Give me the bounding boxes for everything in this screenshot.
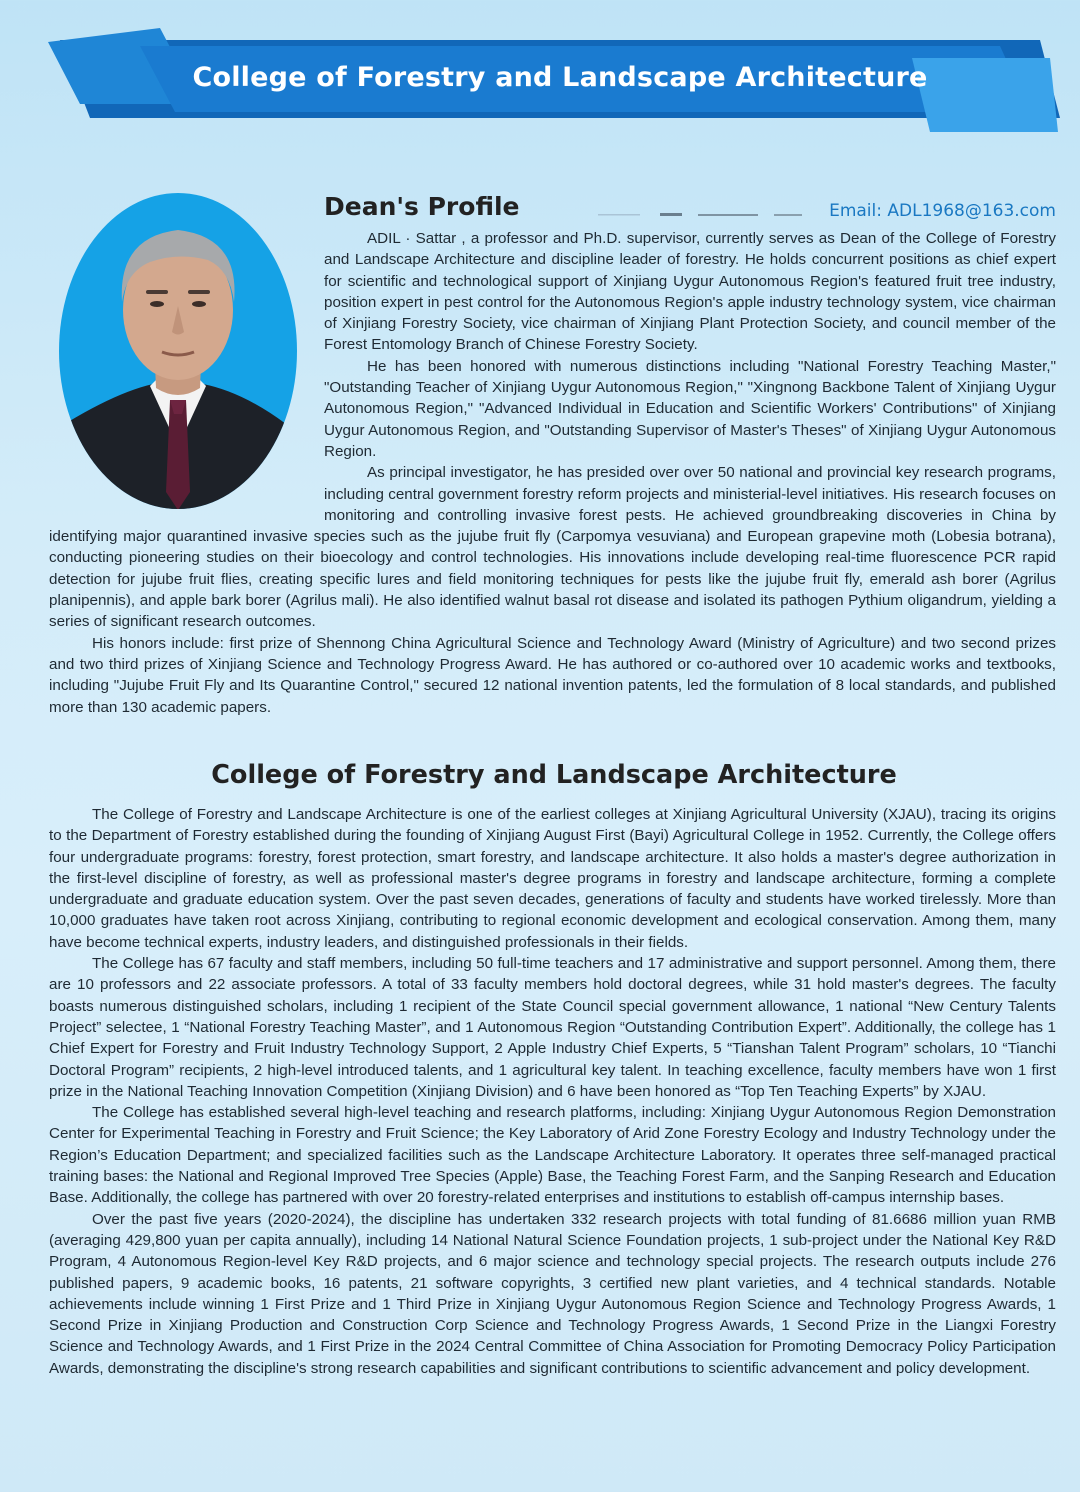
college-paragraph: The College of Forestry and Landscape Architecture is one of the earliest colleges at Xinjiang Agricultural University (XJAU), tracing its origins to the Department of Forestry established during the founding of Xinjiang August First (Bayi) Agricultural College in 1952. Currently, the College offers four undergraduate programs: forestry, forest protection, smart forestry, and landscape architecture. It also holds a master's degree authorization in the first-level discipline of forestry, as well as professional master's degree programs in forestry and landscape architecture, forming a complete undergraduate and graduate education system. Over the past seven decades, generations of faculty and students have worked tirelessly. More than 10,000 graduates have taken root across Xinjiang, contributing to regional economic development and ecological conservation. Among them, many have become technical experts, industry leaders, and distinguished professionals in their fields. xyxy=(49,806,1056,951)
decorative-dash-line xyxy=(598,212,803,218)
portrait-spacer xyxy=(49,228,324,526)
college-paragraph: Over the past five years (2020-2024), the discipline has undertaken 332 research projects with total funding of 81.6686 million yuan RMB (averaging 429,800 yuan per capita annually), including 14 National Natural Science Foundation projects, 1 sub-project under the National Key R&D Program, 4 Autonomous Region-level Key R&D projects, and 6 major science and technology special projects. The research outputs include 276 published papers, 9 academic books, 16 patents, 21 software copyrights, 3 certified new plant varieties, and 4 technical standards. Notable achievements include winning 1 First Prize and 1 Third Prize in Xinjiang Uygur Autonomous Region Science and Technology Progress Awards, 1 Second Prize in Xinjiang Production and Construction Corp Science and Technology Progress Awards, 1 Second Prize in the Liangxi Forestry Science and Technology Awards, and 1 First Prize in the 2024 Central Committee of China Association for Promoting Democracy Policy Participation Awards, demonstrating the discipline's strong research capabilities and significant contributions to scientific advancement and policy development. xyxy=(49,1210,1056,1377)
dean-profile-heading: Dean's Profile xyxy=(324,192,520,221)
dean-paragraph: As principal investigator, he has presided over over 50 national and provincial key research programs, including central government forestry reform projects and ministerial-level initiatives. His research focuses on monitoring and controlling invasive forest pests. He achieved groundbreaking discoveries in China by identifying major quarantined invasive species such as the jujube fruit fly (Carpomya vesuviana) and European grapevine moth (Lobesia botrana), conducting pioneering studies on their bioecology and control technologies. His innovations include developing real-time fluorescence PCR rapid detection for jujube fruit flies, creating specific lures and field monitoring techniques for pests like the jujube fruit fly, emerald ash borer (Agrilus planipennis), and apple bark borer (Agrilus mali). He also identified walnut basal rot disease and isolated its pathogen Pythium oligandrum, yielding a series of significant research outcomes. xyxy=(49,464,1056,631)
dean-email[interactable]: Email: ADL1968@163.com xyxy=(829,201,1056,221)
banner-title: College of Forestry and Landscape Architecture xyxy=(192,62,928,93)
college-text xyxy=(49,804,1056,1379)
dean-paragraph: He has been honored with numerous distinctions including "National Forestry Teaching Master," "Outstanding Teacher of Xinjiang Uygur Autonomous Region," "Xingnong Backbone Talent of Xinjiang Uygur Autonomous Region," "Advanced Individual in Education and Scientific Workers' Contributions" of Xinjiang Uygur Autonomous Region, and "Outstanding Supervisor of Master's Theses" of Xinjiang Uygur Autonomous Region. xyxy=(324,357,1056,460)
dean-paragraph: His honors include: first prize of Shennong China Agricultural Science and Technology Award (Ministry of Agriculture) and two second prizes and two third prizes of Xinjiang Science and Technology Progress Award. He has authored or co-authored over 10 academic works and textbooks, including "Jujube Fruit Fly and Its Quarantine Control," secured 12 national invention patents, led the formulation of 8 local standards, and published more than 130 academic papers. xyxy=(49,634,1056,716)
dean-profile-text xyxy=(49,228,1056,718)
college-heading: College of Forestry and Landscape Architecture xyxy=(211,760,897,790)
college-paragraph: The College has 67 faculty and staff members, including 50 full-time teachers and 17 administrative and support personnel. Among them, there are 10 professors and 22 associate professors. A total of 33 faculty members hold doctoral degrees, while 31 hold master's degrees. The faculty boasts numerous distinguished scholars, including 1 recipient of the State Council special government allowance, 1 national “New Century Talents Project” selectee, 1 “National Forestry Teaching Master”, and 1 Autonomous Region “Outstanding Contribution Expert”. Additionally, the college has 1 Chief Expert for Forestry and Fruit Industry Technology Support, 2 Apple Industry Chief Experts, 5 “Tianshan Talent Program” scholars, 10 “Tianchi Doctoral Program” recipients, 2 high-level introduced talents, and 1 agricultural key talent. In teaching excellence, faculty members have won 1 first prize in the National Teaching Innovation Competition (Xinjiang Division) and 6 have been honored as “Top Ten Teaching Experts” by XJAU. xyxy=(49,955,1056,1100)
dean-paragraph: ADIL · Sattar , a professor and Ph.D. supervisor, currently serves as Dean of the College of Forestry and Landscape Architecture and discipline leader of forestry. He holds concurrent positions as chief expert for scientific and technological support of Xinjiang Uygur Autonomous Region's featured fruit tree industry, position expert in pest control for the Autonomous Region's apple industry technology system, vice chairman of Xinjiang Forestry Society, vice chairman of Xinjiang Plant Protection Society, and council member of the Forest Entomology Branch of Chinese Forestry Society. xyxy=(324,230,1056,354)
college-paragraph: The College has established several high-level teaching and research platforms, including: Xinjiang Uygur Autonomous Region Demonstration Center for Experimental Teaching in Forestry and Fruit Science; the Key Laboratory of Arid Zone Forestry Ecology and Industry Technology under the Region’s Education Department; and specialized facilities such as the Landscape Architecture Laboratory. It operates three self-managed practical training bases: the National and Regional Improved Tree Species (Apple) Base, the Teaching Forest Farm, and the Sanping Research and Education Base. Additionally, the college has partnered with over 20 forestry-related enterprises and institutions to establish off-campus internship bases. xyxy=(49,1104,1056,1207)
